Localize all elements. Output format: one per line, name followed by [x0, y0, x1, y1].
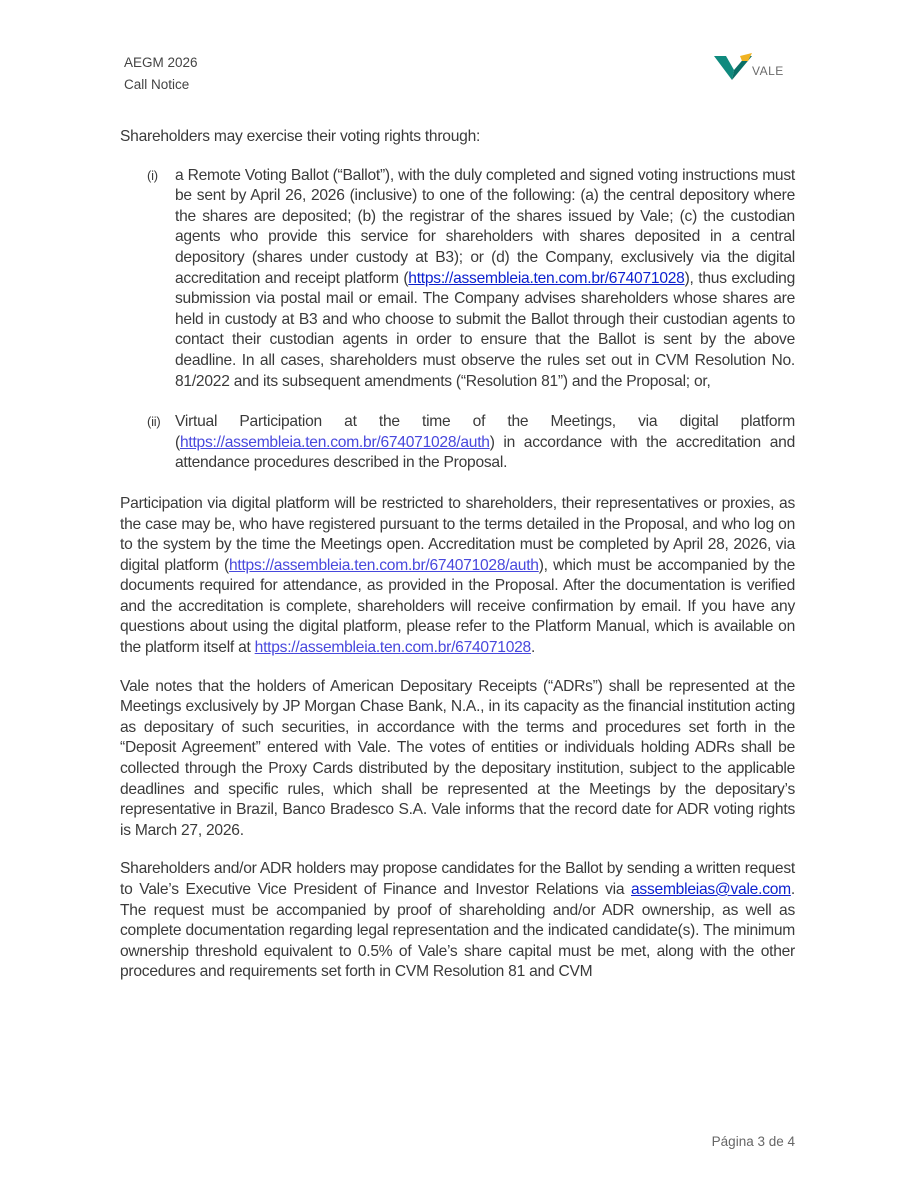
text-segment: Shareholders and/or ADR holders may propose candidates for the Ballot by sending a written request to Vale’s Executive Vice President of Finance and Investor Relations via [120, 860, 795, 898]
text-segment: Virtual Participation at the time of the Meetings, via digital platform ( [175, 413, 795, 451]
text-segment: Participation via digital platform will be restricted to shareholders, their representatives or proxies, as the case may be, who have registered pursuant to the terms detailed in the Proposal, and who log on to the system by the time the Meetings open. Accreditation must be completed by April 28, 2026, via digital platform ( [120, 494, 795, 574]
text-segment: . The request must be accompanied by proof of shareholding and/or ADR ownership, as well as complete documentation regarding legal representation and the indicated candidate(s). The minimum ownership threshold equivalent to 0.5% of Vale’s share capital must be met, along with the other procedures and requirements set forth in CVM Resolution 81 and CVM [120, 881, 795, 981]
text-segment: . [530, 639, 536, 657]
paragraph-adr: Vale notes that the holders of American Depositary Receipts (“ADRs”) shall be represented at the Meetings exclusively by JP Morgan Chase Bank, N.A., in its capacity as the financial institution acting as depositary of such securities, in accordance with the terms and procedures set forth in the “Deposit Agreement” entered with Vale. The votes of entities or individuals holding ADRs shall be collected through the Proxy Cards distributed by the depositary institution, subject to the applicable deadlines and specific rules, which shall be represented at the Meetings by the depositary’s representative in Brazil, Banco Bradesco S.A. Vale informs that the record date for ADR voting rights is March 27, 2026. [120, 677, 795, 839]
item-number: (ii) [147, 414, 161, 430]
auth-platform-link[interactable]: https://assembleia.ten.com.br/674071028/auth [228, 556, 539, 574]
intro-text: Shareholders may exercise their voting rights through: [120, 128, 481, 145]
header-subtitle: Call Notice [124, 77, 190, 92]
page-number: Página 3 de 4 [711, 1134, 795, 1149]
platform-link[interactable]: https://assembleia.ten.com.br/674071028 [254, 639, 531, 657]
auth-platform-link[interactable]: https://assembleia.ten.com.br/674071028/auth [179, 433, 490, 451]
item-text [175, 412, 795, 474]
document-body [120, 127, 795, 1001]
paragraph-participation [120, 494, 795, 659]
list-item [147, 412, 795, 474]
paragraph-candidates [120, 859, 795, 983]
text-segment: ), which must be accompanied by the documents required for attendance, as provided in the Proposal. After the documentation is verified and the accreditation is complete, shareholders will receive confirmation by email. If you have any questions about using the digital platform, please refer to the Platform Manual, which is available on the platform itself at [120, 556, 795, 657]
document-header [124, 52, 198, 96]
ballot-platform-link[interactable]: https://assembleia.ten.com.br/674071028 [408, 269, 685, 287]
text-segment: a Remote Voting Ballot (“Ballot”), with the duly completed and signed voting instructions must be sent by April 26, 2026 (inclusive) to one of the following: (a) the central depository where the shares are deposited; (b) the registrar of the shares issued by Vale; (c) the custodian agents who provide this service for shareholders with shares deposited in a central depository (shares under custody at B3); or (d) the Company, exclusively via the digital accreditation and receipt platform ( [175, 166, 795, 287]
text-segment: ), thus excluding submission via postal mail or email. The Company advises shareholders whose shares are held in custody at B3 and who choose to submit the Ballot through their custodian agents to contact their custodian agents in order to ensure that the Ballot is sent by the above deadline. In all cases, shareholders must observe the rules set out in CVM Resolution No. 81/2022 and its subsequent amendments (“Resolution 81”) and the Proposal; or, [175, 269, 795, 390]
list-item [147, 166, 795, 393]
email-link[interactable]: assembleias@vale.com [631, 881, 791, 898]
item-number: (i) [147, 167, 158, 183]
logo-text: VALE [752, 64, 784, 78]
header-title: AEGM 2026 [124, 55, 198, 70]
item-text [175, 166, 795, 393]
text-segment: ) in accordance with the accreditation and attendance procedures described in the Proposal. [175, 433, 795, 472]
